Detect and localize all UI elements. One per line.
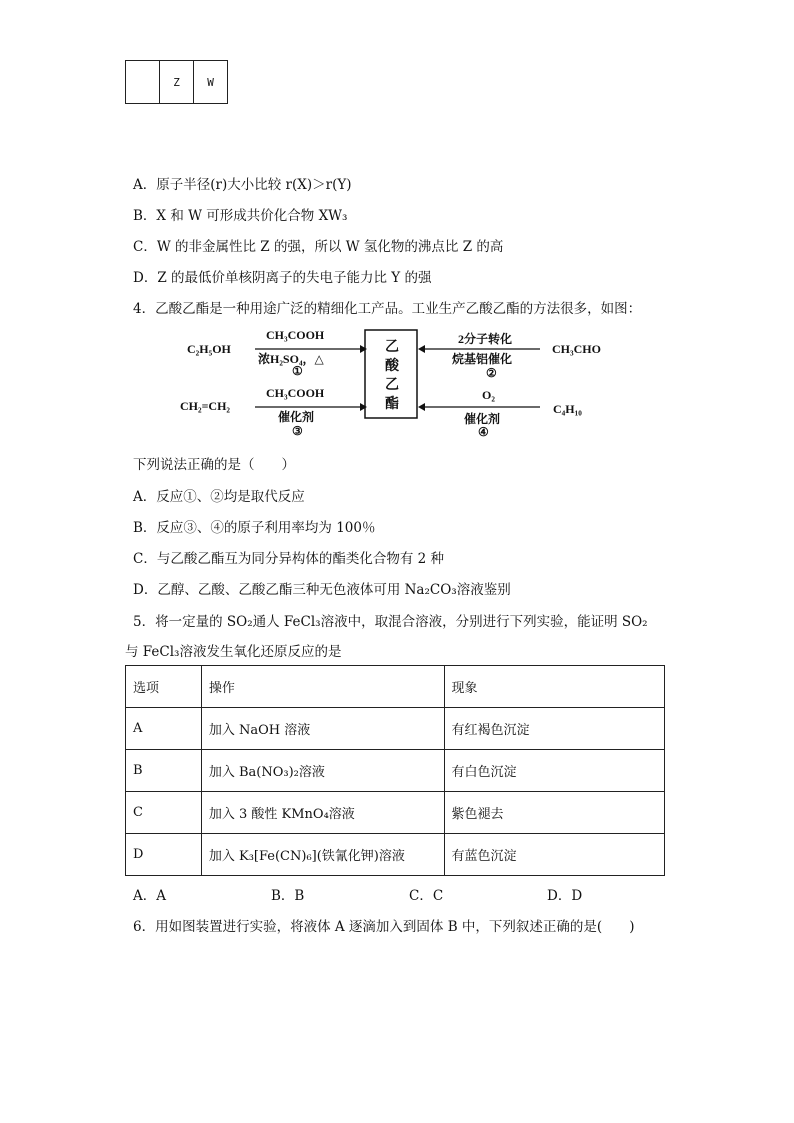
cell-operation: 加入 Ba(NO₃)₂溶液 [201, 750, 444, 792]
header-phenomenon: 现象 [444, 666, 664, 708]
label-3: ③ [292, 424, 303, 438]
table-row [126, 792, 665, 834]
box-char: 酸 [385, 359, 399, 374]
element-position-table [125, 60, 228, 104]
table-row [126, 708, 665, 750]
header-option: 选项 [126, 666, 202, 708]
q6-stem: 6．用如图装置进行实验，将液体 A 逐滴加入到固体 B 中，下列叙述正确的是( ) [133, 919, 635, 935]
q4-option-b: B．反应③、④的原子利用率均为 100％ [133, 520, 376, 536]
label-1: ① [292, 364, 303, 378]
answer-b: B．B [271, 888, 305, 904]
cell-operation: 加入 K₃[Fe(CN)₆](铁氰化钾)溶液 [201, 834, 444, 876]
reactant-acetaldehyde: CH₃CHO [552, 342, 601, 356]
table-header-row [126, 666, 665, 708]
q4-option-d: D．乙醇、乙酸、乙酸乙酯三种无色液体可用 Na₂CO₃溶液鉴别 [133, 582, 511, 598]
q3-option-a: A．原子半径(r)大小比较 r(X)＞r(Y) [133, 177, 352, 193]
q5-answer-options [133, 884, 582, 904]
condition-h2so4: 浓H₂SO₄，△ [258, 352, 324, 366]
q5-stem-line1: 5．将一定量的 SO₂通人 FeCl₃溶液中，取混合溶液，分别进行下列实验，能证明 SO₂ [133, 614, 648, 630]
reagent-acetic-acid-2: CH₃COOH [266, 386, 325, 400]
experiment-table [125, 665, 665, 876]
q3-option-b: B．X 和 W 可形成共价化合物 XW₃ [133, 208, 348, 224]
cell-operation: 加入 NaOH 溶液 [201, 708, 444, 750]
condition-catalyst-3: 催化剂 [278, 410, 315, 424]
cell-phenomenon: 紫色褪去 [444, 792, 664, 834]
reagent-acetic-acid-1: CH₃COOH [266, 328, 325, 342]
cell-option: A [126, 708, 202, 750]
condition-catalyst-4: 催化剂 [464, 412, 501, 426]
label-2: ② [486, 366, 497, 380]
box-char: 乙 [385, 340, 399, 355]
box-char: 酯 [385, 397, 399, 412]
cell-phenomenon: 有蓝色沉淀 [444, 834, 664, 876]
answer-d: D．D [547, 888, 583, 904]
header-operation: 操作 [201, 666, 444, 708]
table-cell [126, 61, 160, 104]
answer-c: C．C [409, 888, 444, 904]
answer-a: A．A [133, 888, 166, 904]
q4-question: 下列说法正确的是（ ） [133, 457, 295, 473]
condition-dimerization: 2分子转化 [458, 332, 513, 346]
cell-option: D [126, 834, 202, 876]
q5-stem-line2: 与 FeCl₃溶液发生氧化还原反应的是 [125, 644, 342, 660]
q4-option-a: A．反应①、②均是取代反应 [133, 489, 305, 505]
box-char: 乙 [385, 378, 399, 393]
table-cell: W [194, 61, 228, 104]
q3-option-c: C．W 的非金属性比 Z 的强，所以 W 氢化物的沸点比 Z 的高 [133, 239, 504, 255]
q4-stem: 4．乙酸乙酯是一种用途广泛的精细化工产品。工业生产乙酸乙酯的方法很多，如图： [133, 301, 642, 317]
ethyl-acetate-box-label [382, 338, 402, 414]
cell-phenomenon: 有红褐色沉淀 [444, 708, 664, 750]
cell-phenomenon: 有白色沉淀 [444, 750, 664, 792]
condition-alkylaluminum: 烷基铝催化 [452, 352, 513, 366]
cell-option: B [126, 750, 202, 792]
reactant-butane: C₄H₁₀ [553, 402, 582, 416]
reagent-oxygen: O₂ [482, 388, 495, 402]
label-4: ④ [478, 425, 489, 439]
reactant-ethanol: C₂H₅OH [187, 342, 231, 356]
cell-operation: 加入 3 酸性 KMnO₄溶液 [201, 792, 444, 834]
table-row [126, 834, 665, 876]
table-cell: Z [160, 61, 194, 104]
table-row [126, 750, 665, 792]
reactant-ethylene: CH₂=CH₂ [180, 399, 231, 413]
q3-option-d: D．Z 的最低价单核阴离子的失电子能力比 Y 的强 [133, 270, 432, 286]
cell-option: C [126, 792, 202, 834]
q4-option-c: C．与乙酸乙酯互为同分异构体的酯类化合物有 2 种 [133, 551, 445, 567]
